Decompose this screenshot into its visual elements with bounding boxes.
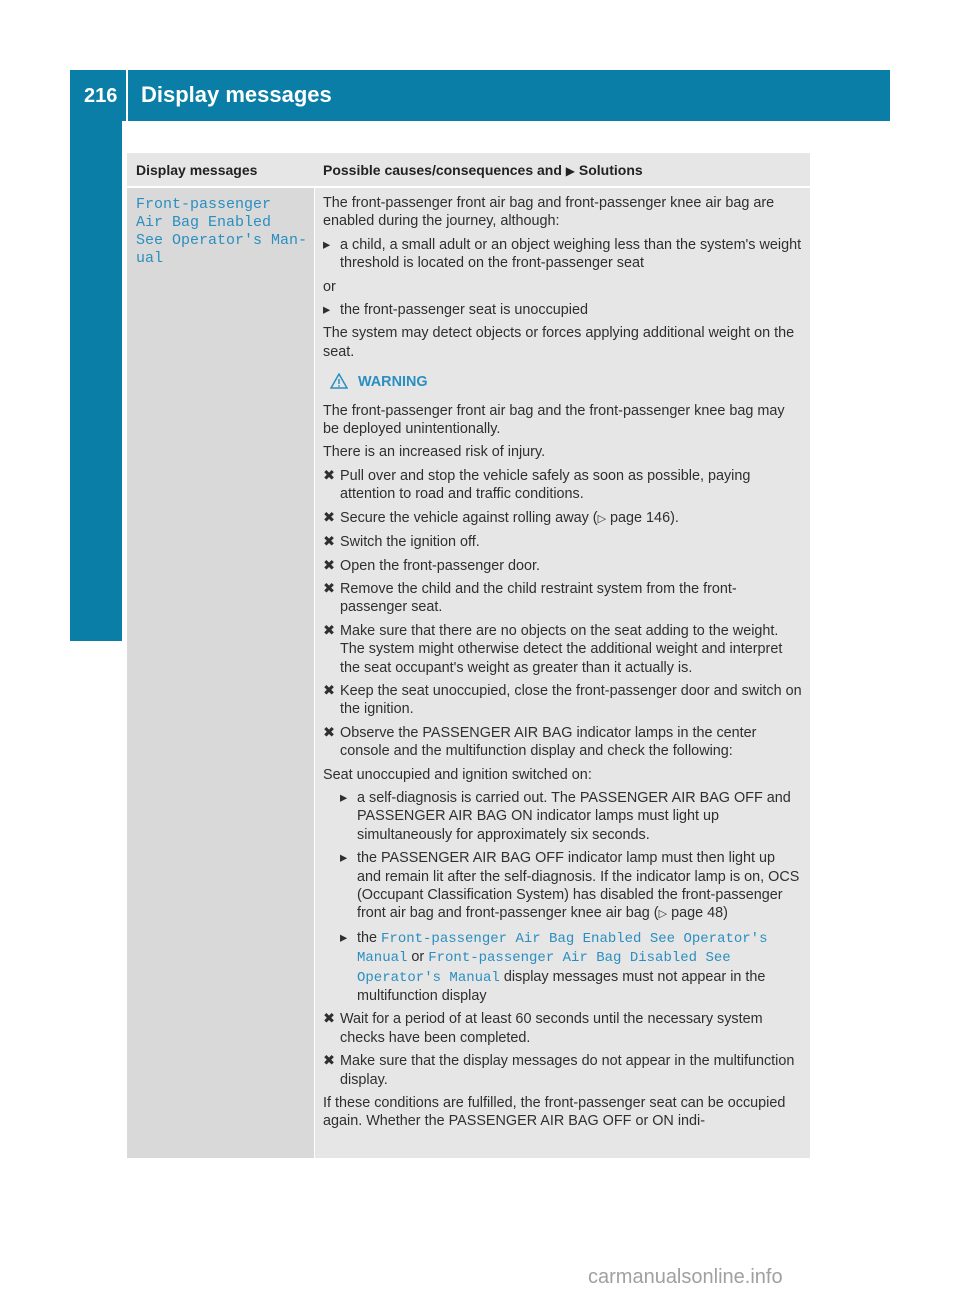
step-arrow-icon: ✖: [323, 622, 336, 639]
step-item: [323, 724, 803, 761]
chapter-side-tab: [70, 121, 122, 641]
or-text: or: [323, 278, 336, 295]
page-reference[interactable]: page 48): [671, 905, 728, 922]
step-arrow-icon: ✖: [323, 534, 336, 551]
step-item: [323, 580, 803, 617]
final-paragraph: If these conditions are fulfilled, the front-passenger seat can be occupied again. Whether the PASSENGER AIR BAG OFF or ON indi-: [323, 1095, 786, 1130]
list-item-text: display messages must not appear in the multifunction display: [357, 968, 766, 1005]
column-header-solutions-text: Solutions: [578, 162, 643, 178]
page-reference-icon: ▷: [597, 512, 607, 525]
column-header-text: Possible causes/consequences and: [323, 162, 562, 178]
list-item: [340, 929, 803, 1006]
step-item: [323, 557, 803, 575]
bullet-icon: ▸: [340, 929, 348, 946]
sub-list: [323, 789, 803, 1005]
step-text: Keep the seat unoccupied, close the front-passenger door and switch on the ignition.: [340, 682, 802, 718]
header-divider: [126, 70, 128, 121]
list-item-text: the PASSENGER AIR BAG OFF indicator lamp must then light up and remain lit after the self-diagnosis. If the indicator lamp is on, OCS (Occupant Classification System) has disabled the front-passenger front air bag and front-passenger knee air bag (: [357, 850, 800, 922]
column-header-solutions: [323, 162, 643, 178]
list-item-text: a self-diagnosis is carried out. The PASSENGER AIR BAG OFF and PASSENGER AIR BAG ON indicator lamps must light up simultaneously for approximately six seconds.: [357, 789, 791, 843]
seat-unoccupied-text: Seat unoccupied and ignition switched on:: [323, 766, 592, 783]
warning-text: The front-passenger front air bag and the front-passenger knee bag may be deployed unintentionally.: [323, 402, 785, 438]
bullet-icon: ▸: [323, 302, 331, 319]
display-messages-table: [127, 153, 810, 1158]
step-arrow-icon: ✖: [323, 557, 336, 574]
list-item: [340, 789, 803, 844]
step-item: [323, 682, 803, 719]
step-arrow-icon: ✖: [323, 509, 336, 526]
step-item: [323, 1010, 803, 1047]
solution-arrow-icon: ▶: [565, 164, 576, 178]
step-text: Make sure that there are no objects on the seat adding to the weight.: [340, 622, 779, 639]
page-reference[interactable]: page 146).: [610, 509, 679, 526]
watermark-text: carmanualsonline.info: [588, 1266, 783, 1288]
step-item: [323, 1052, 803, 1089]
chapter-title: On-board computer and displays: [13, 239, 36, 569]
page-reference-icon: ▷: [658, 908, 668, 921]
message-cell: [127, 188, 314, 1158]
step-arrow-icon: ✖: [323, 580, 336, 597]
solution-cell: [315, 188, 810, 1158]
list-item-text: or: [411, 949, 425, 966]
column-header-messages: Display messages: [136, 162, 258, 178]
warning-heading: [323, 373, 803, 391]
step-text: Pull over and stop the vehicle safely as soon as possible, paying attention to road and traffic conditions.: [340, 467, 751, 503]
warning-triangle-icon: [330, 373, 348, 389]
bullet-icon: ▸: [323, 236, 331, 253]
solution-content: [323, 194, 803, 1136]
step-text: Switch the ignition off.: [340, 534, 480, 551]
step-text: Open the front-passenger door.: [340, 557, 540, 574]
step-text: Make sure that the display messages do not appear in the multifunction display.: [340, 1053, 795, 1088]
step-arrow-icon: ✖: [323, 1011, 336, 1028]
display-message-inline: Front-passenger Air Bag Disabled See Operator's Manual: [357, 950, 731, 986]
step-text-continued: The system might otherwise detect the additional weight and interpret the seat occupant's weight as greater than it actually is.: [340, 641, 783, 676]
step-arrow-icon: ✖: [323, 724, 336, 741]
list-item: [340, 849, 803, 924]
step-item: [323, 622, 803, 677]
table-header: [127, 153, 810, 186]
risk-text: There is an increased risk of injury.: [323, 444, 546, 461]
list-item: [323, 301, 803, 319]
page-number: 216: [84, 85, 118, 107]
bullet-icon: ▸: [340, 850, 348, 867]
step-arrow-icon: ✖: [323, 467, 336, 484]
step-arrow-icon: ✖: [323, 682, 336, 699]
intro-paragraph: The front-passenger front air bag and front-passenger knee air bag are enabled during the journey, although:: [323, 195, 775, 230]
step-text: Remove the child and the child restraint system from the front-passenger seat.: [340, 580, 737, 616]
step-item: [323, 533, 803, 551]
detect-paragraph: The system may detect objects or forces applying additional weight on the seat.: [323, 325, 795, 360]
list-item-text: the front-passenger seat is unoccupied: [340, 302, 588, 319]
page-title: Display messages: [141, 82, 332, 107]
list-item-text: the: [357, 929, 378, 946]
step-item: [323, 467, 803, 504]
list-item-text: a child, a small adult or an object weighing less than the system's weight threshold is located on the front-passenger seat: [340, 236, 802, 272]
bullet-icon: ▸: [340, 789, 348, 806]
page-header: [70, 70, 890, 121]
step-text: Observe the PASSENGER AIR BAG indicator lamps in the center console and the multifunction display and check the following:: [340, 724, 757, 760]
warning-label: WARNING: [358, 374, 428, 391]
display-message-inline: Front-passenger Air Bag Enabled See Operator's Manual: [357, 930, 768, 967]
list-item: [323, 236, 803, 273]
step-text: Wait for a period of at least 60 seconds until the necessary system checks have been completed.: [340, 1011, 763, 1046]
display-message-code: Front-passenger Air Bag Enabled See Operator's Man‐ ual: [136, 196, 308, 267]
step-item: [323, 509, 803, 528]
step-text: Secure the vehicle against rolling away (: [340, 509, 598, 526]
step-arrow-icon: ✖: [323, 1053, 336, 1070]
